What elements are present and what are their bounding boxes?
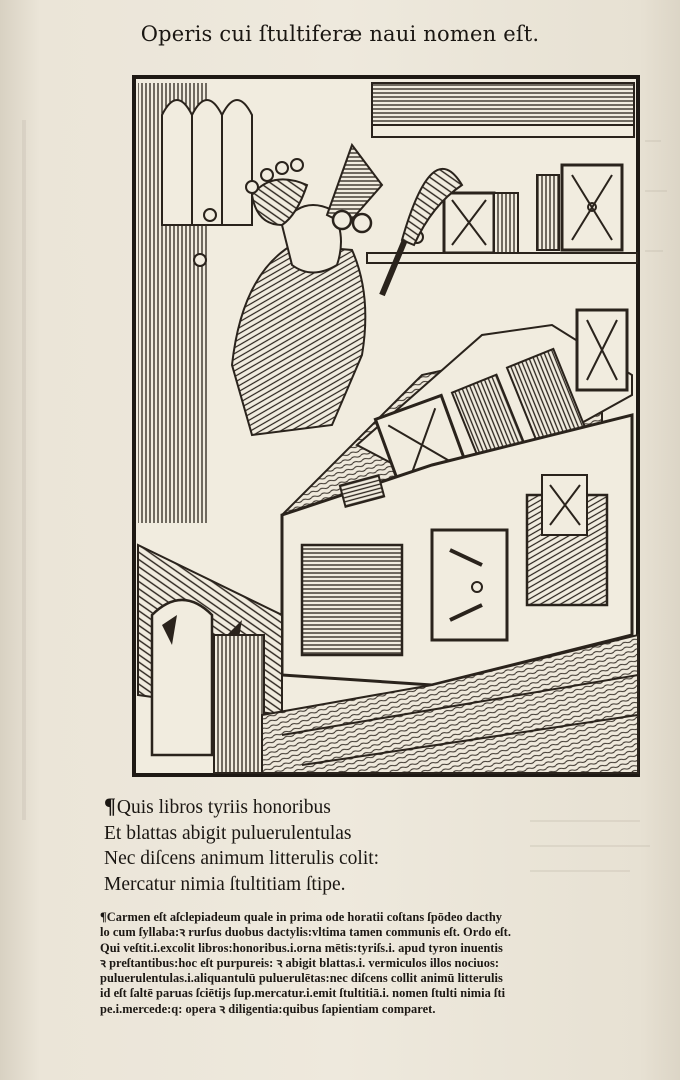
verse-line: Nec diſcens animum litterulis colit: (104, 848, 380, 869)
commentary-line: lo cum ſyllaba:ꝛ rurſus duobus dactylis:vltima tamen communis eſt. Ordo eſt. (100, 925, 511, 940)
paragraph-mark: ¶ (104, 793, 116, 818)
commentary-line: ¶Carmen eſt aſclepiadeum quale in prima ode horatii coſtans ſpōdeo dacthy (100, 910, 503, 924)
commentary-block (100, 910, 660, 1017)
commentary-line: pe.i.mercede:q: opera ꝛ diligentia:quibus ſapientiam comparet. (100, 1001, 436, 1016)
commentary-line: id eſt ſaltē paruas ſciētijs ſup.mercatur.i.emit ſtultitiā.i. nomen ſtulti nimia ſti (100, 986, 506, 1001)
verse-line: Et blattas abigit puluerulentulas (104, 822, 352, 844)
commentary-line: Qui veſtit.i.excolit libros:honoribus.i.orna mētis:tyriſs.i. apud tyron inuentis (100, 940, 503, 955)
verse-line: Mercatur nimia ſtultitiam ſtipe. (104, 873, 346, 895)
commentary-line: puluerulentulas.i.aliquantulū puluerulētas:nec diſcens collit animū litterulis (100, 971, 503, 986)
commentary-line: ꝛ preſtantibus:hoc eſt purpureis: ꝛ abigit blattas.i. vermiculos illos nociuos: (100, 955, 500, 970)
woodcut-svg (132, 75, 640, 777)
verse-block (104, 793, 524, 897)
verse-line: ¶Quis libros tyriis honoribus (104, 793, 331, 818)
page-title: Operis cui ſtultiferæ naui nomen eſt. (140, 22, 540, 46)
woodcut-illustration (132, 75, 640, 777)
